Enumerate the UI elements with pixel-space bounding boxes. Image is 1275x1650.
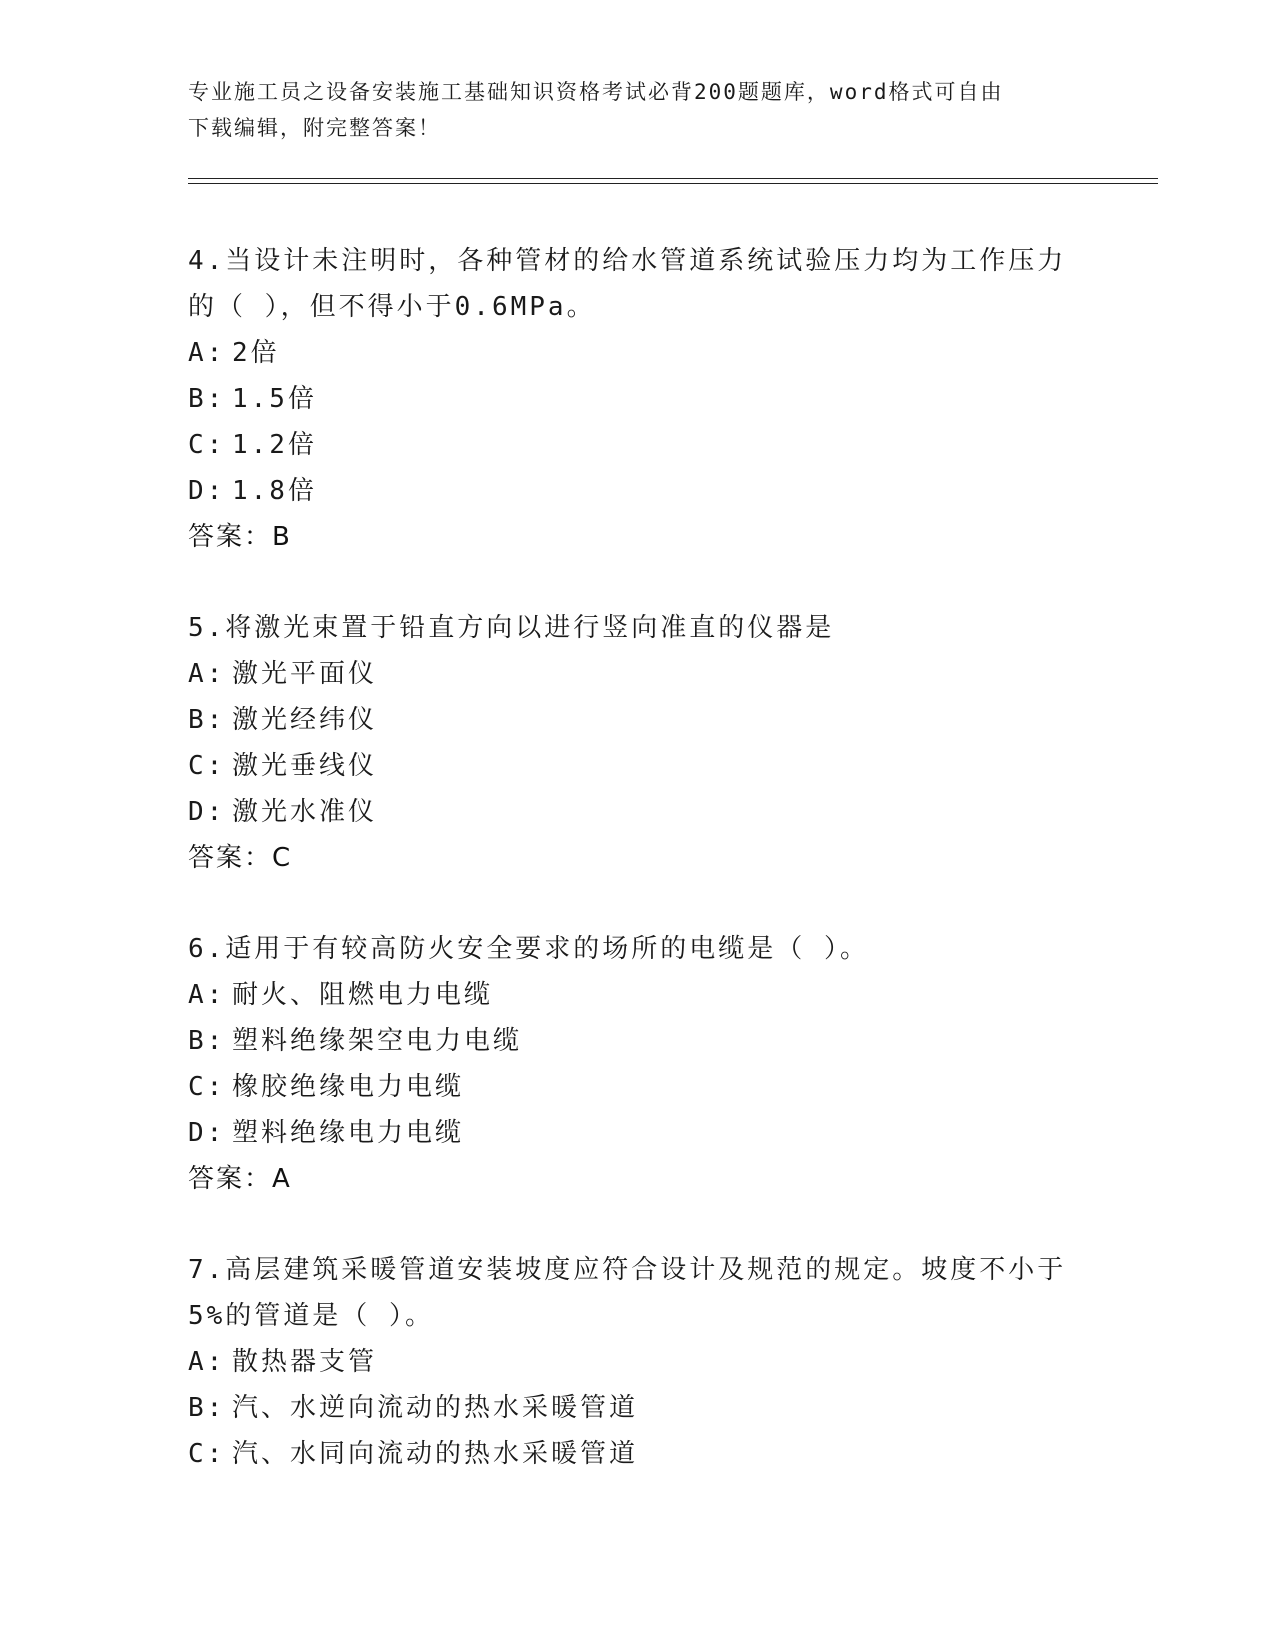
question-6 (188, 926, 1088, 1202)
option-label: A: (188, 1347, 226, 1377)
option-text: 散热器支管 (232, 1347, 378, 1377)
questions-list (188, 238, 1088, 1522)
question-text (188, 926, 1088, 972)
question-text (188, 1247, 1088, 1339)
option-label: D: (188, 1118, 226, 1148)
question-text-line-1: 6.适用于有较高防火安全要求的场所的电缆是（ ）。 (188, 934, 869, 964)
option-label: B: (188, 384, 226, 414)
option-label: D: (188, 476, 226, 506)
option-text: 1.8倍 (232, 476, 317, 506)
option-d (188, 1110, 1088, 1156)
option-b (188, 697, 1088, 743)
option-text: 1.5倍 (232, 384, 317, 414)
question-text (188, 605, 1088, 651)
option-b (188, 376, 1088, 422)
option-c (188, 1431, 1088, 1477)
option-label: C: (188, 1072, 226, 1102)
option-text: 汽、水同向流动的热水采暖管道 (232, 1439, 639, 1469)
document-title (188, 74, 1078, 146)
option-text: 塑料绝缘电力电缆 (232, 1118, 465, 1148)
option-b (188, 1385, 1088, 1431)
question-7 (188, 1247, 1088, 1477)
option-label: C: (188, 1439, 226, 1469)
answer: 答案：A (188, 1164, 292, 1194)
option-a (188, 1339, 1088, 1385)
document-title-line-2: 下载编辑，附完整答案！ (188, 116, 441, 140)
question-4 (188, 238, 1088, 560)
answer: 答案：B (188, 522, 292, 552)
option-label: A: (188, 338, 226, 368)
option-c (188, 743, 1088, 789)
header-divider-top (188, 178, 1158, 179)
question-text-line-1: 5.将激光束置于铅直方向以进行竖向准直的仪器是 (188, 613, 835, 643)
option-text: 橡胶绝缘电力电缆 (232, 1072, 465, 1102)
question-5 (188, 605, 1088, 881)
question-text-line-1: 7.高层建筑采暖管道安装坡度应符合设计及规范的规定。坡度不小于 (188, 1255, 1067, 1285)
option-label: C: (188, 751, 226, 781)
question-text-line-2: 的（ ），但不得小于0.6MPa。 (188, 292, 596, 322)
option-a (188, 651, 1088, 697)
option-label: A: (188, 980, 226, 1010)
option-c (188, 422, 1088, 468)
option-d (188, 789, 1088, 835)
option-label: D: (188, 797, 226, 827)
option-c (188, 1064, 1088, 1110)
option-d (188, 468, 1088, 514)
option-text: 激光平面仪 (232, 659, 378, 689)
option-label: C: (188, 430, 226, 460)
option-a (188, 330, 1088, 376)
option-label: B: (188, 705, 226, 735)
option-text: 汽、水逆向流动的热水采暖管道 (232, 1393, 639, 1423)
option-label: B: (188, 1393, 226, 1423)
option-label: B: (188, 1026, 226, 1056)
option-text: 塑料绝缘架空电力电缆 (232, 1026, 523, 1056)
option-label: A: (188, 659, 226, 689)
option-text: 1.2倍 (232, 430, 317, 460)
option-text: 激光垂线仪 (232, 751, 378, 781)
option-b (188, 1018, 1088, 1064)
question-text-line-1: 4.当设计未注明时，各种管材的给水管道系统试验压力均为工作压力 (188, 246, 1067, 276)
answer: 答案：C (188, 843, 293, 873)
question-text-line-2: 5%的管道是（ ）。 (188, 1301, 434, 1331)
question-text (188, 238, 1088, 330)
header-divider-bottom (188, 183, 1158, 184)
option-text: 激光水准仪 (232, 797, 378, 827)
option-text: 耐火、阻燃电力电缆 (232, 980, 494, 1010)
option-text: 激光经纬仪 (232, 705, 378, 735)
option-a (188, 972, 1088, 1018)
document-title-line-1: 专业施工员之设备安装施工基础知识资格考试必背200题题库，word格式可自由 (188, 80, 1004, 104)
option-text: 2倍 (232, 338, 280, 368)
